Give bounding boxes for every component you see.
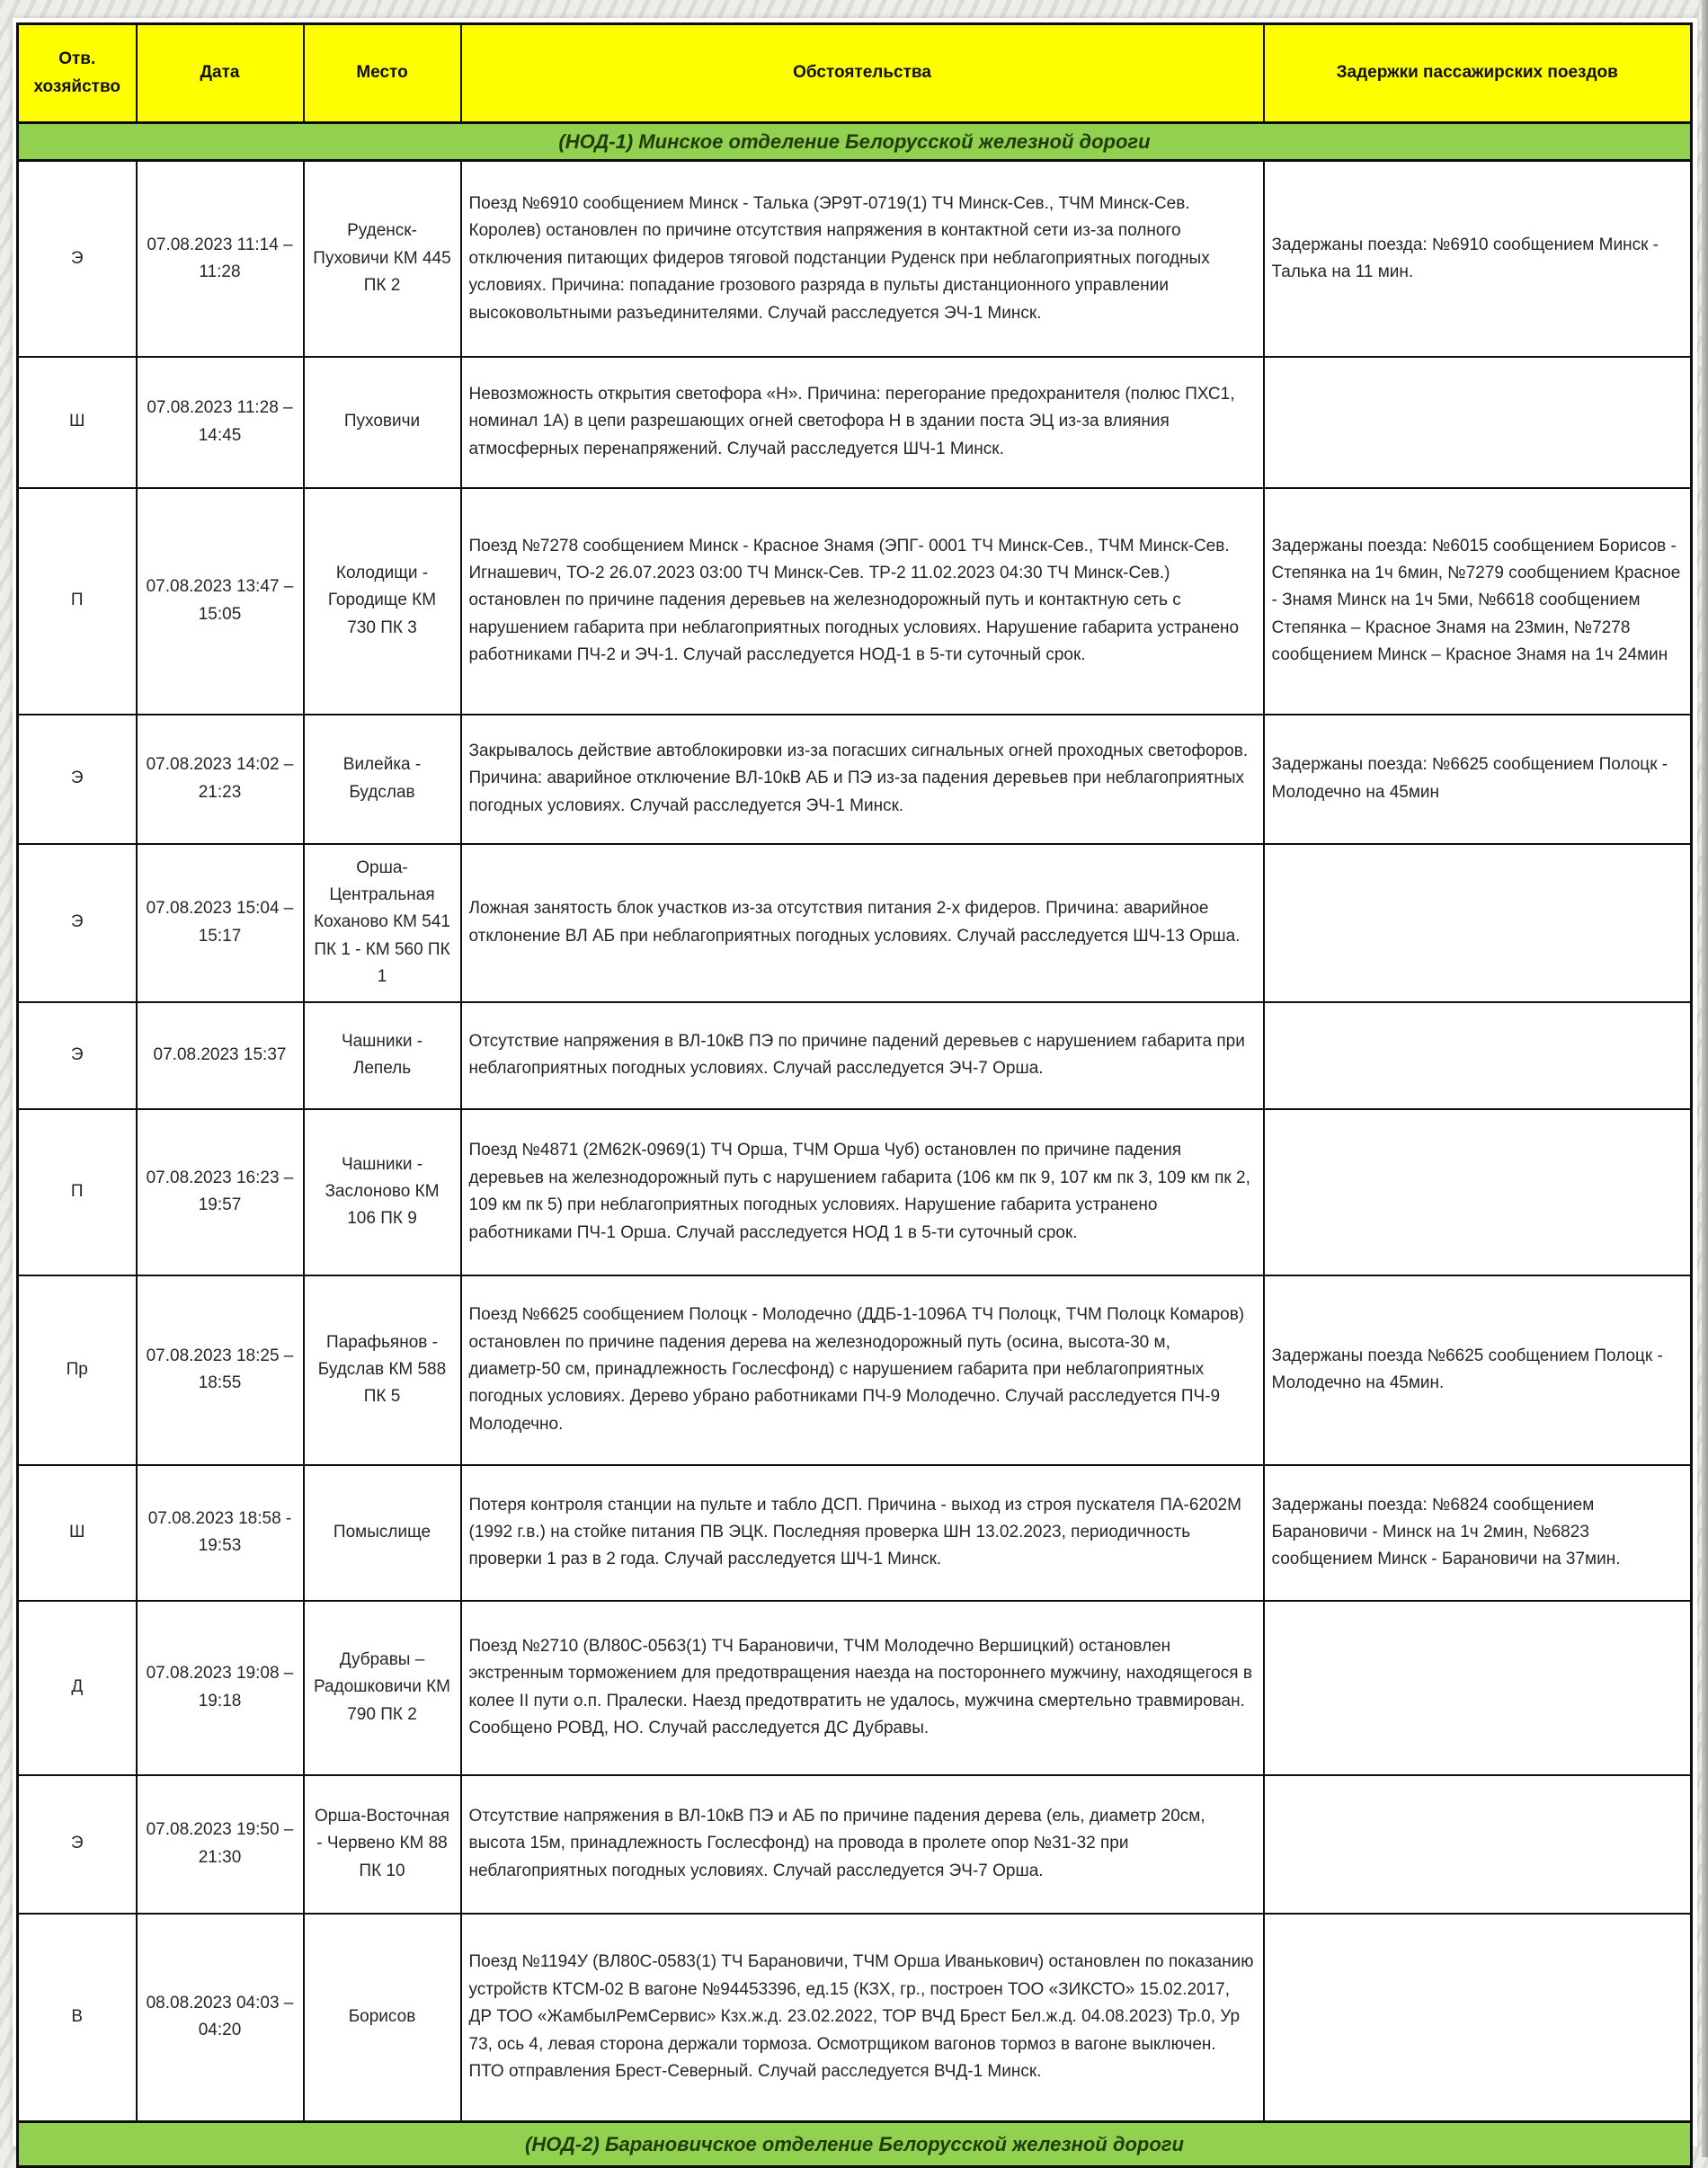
circumstances-cell: Поезд №7278 сообщением Минск - Красное Знамя (ЭПГ- 0001 ТЧ Минск-Сев., ТЧМ Минск-Сев. Игнашевич, ТО-2 26.07.2023 03:00 ТЧ Минск-Сев. ТР-2 11.02.2023 04:30 ТЧ Минск-Сев.) остановлен по причине падения деревьев на железнодорожный путь и контактную сеть с нарушением габарита при неблагоприятных погодных условиях. Нарушение габарита устранено работниками ПЧ-2 и ЭЧ-1. Случай расследуется НОД-1 в 5-ти суточный срок. [461,488,1264,715]
table-row [18,1109,1692,1275]
table-row [18,1601,1692,1775]
dept-cell: Э [18,1775,137,1914]
place-cell: Борисов [304,1914,461,2122]
delays-cell: Задержаны поезда: №6625 сообщением Полоцк - Молодечно на 45мин [1264,715,1692,844]
dept-cell: Ш [18,1465,137,1601]
circumstances-cell: Невозможность открытия светофора «Н». Причина: перегорание предохранителя (полюс ПХС1, номинал 1А) в цепи разрешающих огней светофора Н в здании поста ЭЦ из-за влияния атмосферных перенапряжений. Случай расследуется ШЧ-1 Минск. [461,357,1264,488]
delays-cell [1264,1002,1692,1109]
table-header-row [18,24,1692,123]
place-cell: Орша-Восточная - Червено КМ 88 ПК 10 [304,1775,461,1914]
table-row [18,161,1692,357]
incident-table [16,22,1693,2168]
dept-cell: Э [18,715,137,844]
section-header-nod2 [18,2122,1692,2167]
circumstances-cell: Поезд №2710 (ВЛ80С-0563(1) ТЧ Барановичи, ТЧМ Молодечно Вершицкий) остановлен экстренным торможением для предотвращения наезда на постороннего мужчину, находящегося в колее II пути о.п. Пралески. Наезд предотвратить не удалось, мужчина смертельно травмирован. Сообщено РОВД, НО. Случай расследуется ДС Дубравы. [461,1601,1264,1775]
place-cell: Дубравы – Радошковичи КМ 790 ПК 2 [304,1601,461,1775]
column-header-circumstances: Обстоятельства [461,24,1264,123]
date-cell: 08.08.2023 04:03 – 04:20 [137,1914,304,2122]
delays-cell [1264,1914,1692,2122]
date-cell: 07.08.2023 18:58 - 19:53 [137,1465,304,1601]
date-cell: 07.08.2023 15:37 [137,1002,304,1109]
window-edge-strip [1702,0,1708,2157]
table-row [18,488,1692,715]
dept-cell: Э [18,844,137,1002]
circumstances-cell: Отсутствие напряжения в ВЛ-10кВ ПЭ и АБ по причине падения дерева (ель, диаметр 20см, высота 15м, принадлежность Гослесфонд) на провода в пролете опор №31-32 при неблагоприятных погодных условиях. Случай расследуется ЭЧ-7 Орша. [461,1775,1264,1914]
table-row [18,1002,1692,1109]
dept-cell: Д [18,1601,137,1775]
date-cell: 07.08.2023 11:28 – 14:45 [137,357,304,488]
date-cell: 07.08.2023 13:47 – 15:05 [137,488,304,715]
delays-cell: Задержаны поезда: №6015 сообщением Борисов - Степянка на 1ч 6мин, №7279 сообщением Красное - Знамя Минск на 1ч 5ми, №6618 сообщением Степянка – Красное Знамя на 23мин, №7278 сообщением Минск – Красное Знамя на 1ч 24мин [1264,488,1692,715]
dept-cell: Э [18,1002,137,1109]
place-cell: Орша-Центральная Коханово КМ 541 ПК 1 - КМ 560 ПК 1 [304,844,461,1002]
section-title-nod2: (НОД-2) Барановичское отделение Белорусской железной дороги [18,2122,1692,2167]
dept-cell: Э [18,161,137,357]
dept-cell: П [18,1109,137,1275]
table-row [18,844,1692,1002]
column-header-place: Место [304,24,461,123]
report-page [13,18,1697,2156]
circumstances-cell: Закрывалось действие автоблокировки из-за погасших сигнальных огней проходных светофоров. Причина: аварийное отключение ВЛ-10кВ АБ и ПЭ из-за падения деревьев при неблагоприятных погодных условиях. Случай расследуется ЭЧ-1 Минск. [461,715,1264,844]
circumstances-cell: Поезд №1194У (ВЛ80С-0583(1) ТЧ Барановичи, ТЧМ Орша Иванькович) остановлен по показанию устройств КТСМ-02 В вагоне №94453396, ед.15 (КЗХ, гр., построен ТОО «ЗИКСТО» 15.02.2017, ДР ТОО «ЖамбылРемСервис» Кзх.ж.д. 23.02.2022, ТОР ВЧД Брест Бел.ж.д. 04.08.2023) Тр.0, Ур 73, ось 4, левая сторона держали тормоза. Осмотрщиком вагонов тормоз в вагоне выключен. ПТО отправления Брест-Северный. Случай расследуется ВЧД-1 Минск. [461,1914,1264,2122]
place-cell: Вилейка - Будслав [304,715,461,844]
place-cell: Чашники - Лепель [304,1002,461,1109]
table-row [18,1275,1692,1465]
column-header-dept: Отв. хозяйство [18,24,137,123]
delays-cell [1264,357,1692,488]
place-cell: Чашники - Заслоново КМ 106 ПК 9 [304,1109,461,1275]
table-row [18,1914,1692,2122]
date-cell: 07.08.2023 18:25 – 18:55 [137,1275,304,1465]
delays-cell: Задержаны поезда: №6910 сообщением Минск - Талька на 11 мин. [1264,161,1692,357]
date-cell: 07.08.2023 15:04 – 15:17 [137,844,304,1002]
delays-cell [1264,844,1692,1002]
circumstances-cell: Отсутствие напряжения в ВЛ-10кВ ПЭ по причине падений деревьев с нарушением габарита при неблагоприятных погодных условиях. Случай расследуется ЭЧ-7 Орша. [461,1002,1264,1109]
date-cell: 07.08.2023 16:23 – 19:57 [137,1109,304,1275]
place-cell: Помыслище [304,1465,461,1601]
delays-cell: Задержаны поезда: №6824 сообщением Барановичи - Минск на 1ч 2мин, №6823 сообщением Минск - Барановичи на 37мин. [1264,1465,1692,1601]
delays-cell [1264,1775,1692,1914]
place-cell: Парафьянов - Будслав КМ 588 ПК 5 [304,1275,461,1465]
dept-cell: Ш [18,357,137,488]
dept-cell: Пр [18,1275,137,1465]
date-cell: 07.08.2023 11:14 – 11:28 [137,161,304,357]
column-header-delays: Задержки пассажирских поездов [1264,24,1692,123]
delays-cell: Задержаны поезда №6625 сообщением Полоцк - Молодечно на 45мин. [1264,1275,1692,1465]
date-cell: 07.08.2023 14:02 – 21:23 [137,715,304,844]
delays-cell [1264,1601,1692,1775]
circumstances-cell: Ложная занятость блок участков из-за отсутствия питания 2-х фидеров. Причина: аварийное отклонение ВЛ АБ при неблагоприятных погодных условиях. Случай расследуется ШЧ-13 Орша. [461,844,1264,1002]
place-cell: Колодищи - Городище КМ 730 ПК 3 [304,488,461,715]
circumstances-cell: Поезд №6910 сообщением Минск - Талька (ЭР9Т-0719(1) ТЧ Минск-Сев., ТЧМ Минск-Сев. Королев) остановлен по причине отсутствия напряжения в контактной сети из-за полного отключения питающих фидеров тяговой подстанции Руденск при неблагоприятных погодных условиях. Причина: попадание грозового разряда в пульты дистанционного управлении высоковольтными разъединителями. Случай расследуется ЭЧ-1 Минск. [461,161,1264,357]
section-title-nod1: (НОД-1) Минское отделение Белорусской железной дороги [18,123,1692,161]
dept-cell: В [18,1914,137,2122]
date-cell: 07.08.2023 19:50 – 21:30 [137,1775,304,1914]
delays-cell [1264,1109,1692,1275]
column-header-date: Дата [137,24,304,123]
table-row [18,715,1692,844]
place-cell: Пуховичи [304,357,461,488]
circumstances-cell: Поезд №4871 (2М62К-0969(1) ТЧ Орша, ТЧМ Орша Чуб) остановлен по причине падения деревьев на железнодорожный путь с нарушением габарита (106 км пк 9, 107 км пк 3, 109 км пк 2, 109 км пк 5) при неблагоприятных погодных условиях. Нарушение габарита устранено работниками ПЧ-1 Орша. Случай расследуется НОД 1 в 5-ти суточный срок. [461,1109,1264,1275]
table-row [18,1775,1692,1914]
table-row [18,357,1692,488]
dept-cell: П [18,488,137,715]
circumstances-cell: Потеря контроля станции на пульте и табло ДСП. Причина - выход из строя пускателя ПА-6202М (1992 г.в.) на стойке питания ПВ ЭЦК. Последняя проверка ШН 13.02.2023, периодичность проверки 1 раз в 2 года. Случай расследуется ШЧ-1 Минск. [461,1465,1264,1601]
date-cell: 07.08.2023 19:08 – 19:18 [137,1601,304,1775]
place-cell: Руденск-Пуховичи КМ 445 ПК 2 [304,161,461,357]
circumstances-cell: Поезд №6625 сообщением Полоцк - Молодечно (ДДБ-1-1096А ТЧ Полоцк, ТЧМ Полоцк Комаров) остановлен по причине падения дерева на железнодорожный путь (осина, высота-30 м, диаметр-50 см, принадлежность Гослесфонд) с нарушением габарита при неблагоприятных погодных условиях. Дерево убрано работниками ПЧ-9 Молодечно. Случай расследуется ПЧ-9 Молодечно. [461,1275,1264,1465]
table-row [18,1465,1692,1601]
section-header-nod1 [18,123,1692,161]
